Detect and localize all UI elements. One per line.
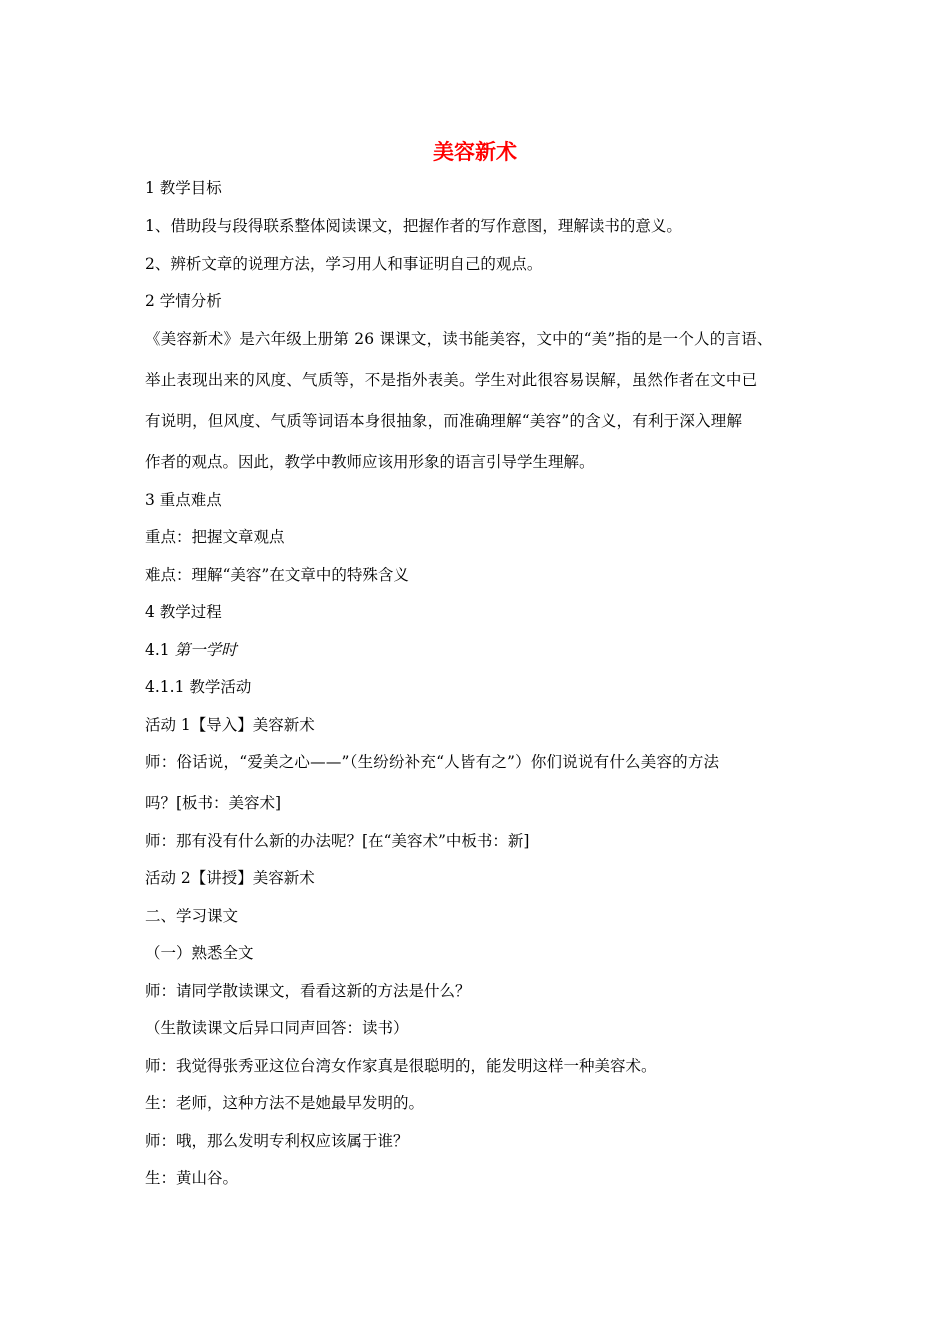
activity-1-heading: 活动 1【导入】美容新术 [145,716,315,734]
subsection-heading-familiarize: （一）熟悉全文 [145,944,254,962]
section-heading-key-points: 3 重点难点 [145,491,222,509]
document-title: 美容新术 [433,140,517,164]
subsection-heading-4-1-1: 4.1.1 教学活动 [145,678,252,696]
analysis-paragraph-line-4: 作者的观点。因此，教学中教师应该用形象的语言引导学生理解。 [145,453,595,471]
subsection-number: 4.1 [145,641,170,659]
subsection-heading-4-1 [145,639,237,661]
dialogue-line: 生：黄山谷。 [145,1169,239,1187]
objective-item-2: 2、辨析文章的说理方法，学习用人和事证明自己的观点。 [145,255,543,273]
analysis-paragraph-line-2: 举止表现出来的风度、气质等，不是指外表美。学生对此很容易误解，虽然作者在文中已 [145,371,758,389]
dialogue-line: 师：俗话说，“爱美之心——”（生纷纷补充“人皆有之”）你们说说有什么美容的方法 [145,753,720,771]
analysis-paragraph-line-3: 有说明，但风度、气质等词语本身很抽象，而准确理解“美容”的含义，有利于深入理解 [145,412,743,430]
section-heading-study-text: 二、学习课文 [145,907,239,925]
dialogue-line: （生散读课文后异口同声回答：读书） [145,1019,409,1037]
dialogue-line: 生：老师，这种方法不是她最早发明的。 [145,1094,425,1112]
dialogue-line: 师：哦，那么发明专利权应该属于谁？ [145,1132,409,1150]
key-point: 重点：把握文章观点 [145,528,285,546]
activity-2-heading: 活动 2【讲授】美容新术 [145,869,315,887]
objective-item-1: 1、借助段与段得联系整体阅读课文，把握作者的写作意图，理解读书的意义。 [145,217,682,235]
dialogue-line: 师：请同学散读课文，看看这新的方法是什么？ [145,982,471,1000]
analysis-paragraph-line-1: 《美容新术》是六年级上册第 26 课课文，读书能美容，文中的“美”指的是一个人的言语、 [145,330,773,348]
section-heading-process: 4 教学过程 [145,603,222,621]
dialogue-line: 吗？[板书：美容术] [145,794,282,812]
section-heading-analysis: 2 学情分析 [145,292,222,310]
lesson-period: 第一学时 [174,641,237,659]
dialogue-line: 师：那有没有什么新的办法呢？[在“美容术”中板书：新] [145,832,530,850]
dialogue-line: 师：我觉得张秀亚这位台湾女作家真是很聪明的，能发明这样一种美容术。 [145,1057,657,1075]
section-heading-objectives: 1 教学目标 [145,179,222,197]
difficult-point: 难点：理解“美容”在文章中的特殊含义 [145,566,409,584]
